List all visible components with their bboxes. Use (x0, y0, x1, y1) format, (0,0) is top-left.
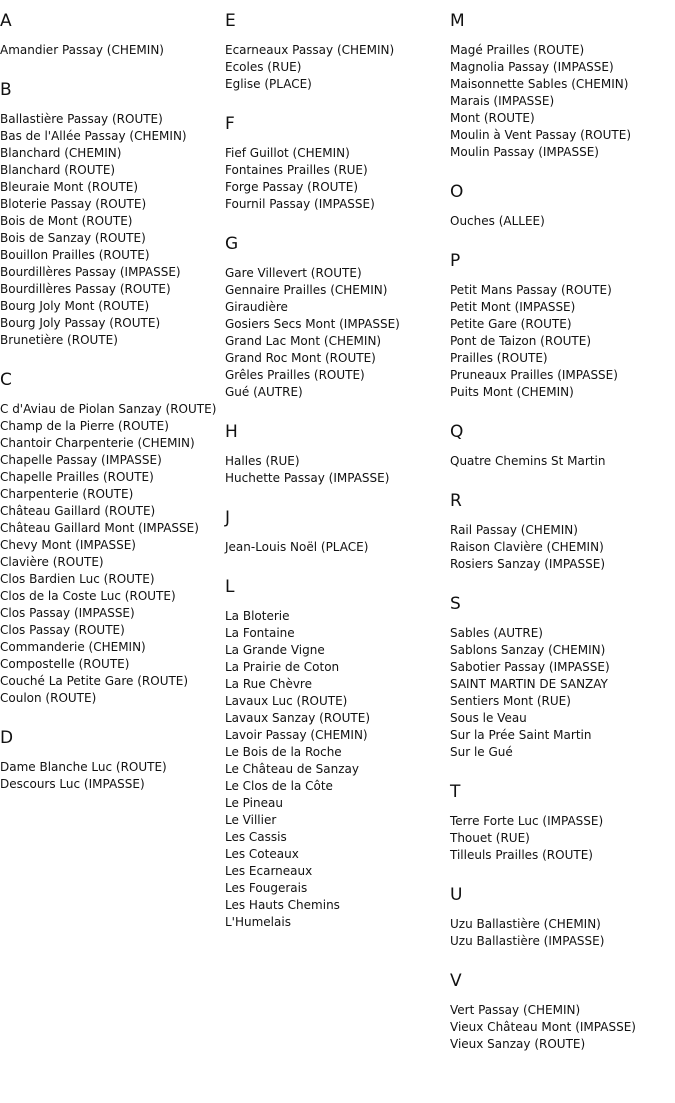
street-link[interactable]: Bouillon Prailles (ROUTE) (0, 248, 150, 262)
street-link[interactable]: Gare Villevert (ROUTE) (225, 266, 362, 280)
street-link[interactable]: Sabotier Passay (IMPASSE) (450, 660, 610, 674)
letter-heading: S (450, 594, 461, 614)
street-link[interactable]: Le Pineau (225, 796, 283, 810)
letter-heading: J (225, 508, 231, 528)
letter-section-s (450, 593, 675, 761)
street-link[interactable]: Sur la Prée Saint Martin (450, 728, 592, 742)
letter-heading: H (225, 422, 238, 442)
street-link[interactable]: Sablons Sanzay (CHEMIN) (450, 643, 606, 657)
letter-heading: O (450, 182, 464, 202)
index-column-1 (0, 10, 224, 813)
letter-section-t (450, 781, 675, 864)
street-link[interactable]: Bourg Joly Passay (ROUTE) (0, 316, 161, 330)
street-link[interactable]: Vert Passay (CHEMIN) (450, 1003, 581, 1017)
street-link[interactable]: Pruneaux Prailles (IMPASSE) (450, 368, 618, 382)
street-link[interactable]: Bois de Sanzay (ROUTE) (0, 231, 146, 245)
letter-section-p (450, 250, 675, 401)
letter-heading: U (450, 885, 463, 905)
letter-heading: Q (450, 422, 464, 442)
street-link[interactable]: Uzu Ballastière (IMPASSE) (450, 934, 605, 948)
street-link[interactable]: Brunetière (ROUTE) (0, 333, 118, 347)
street-link[interactable]: Dame Blanche Luc (ROUTE) (0, 760, 167, 774)
letter-heading: F (225, 114, 235, 134)
letter-heading: E (225, 11, 236, 31)
street-link[interactable]: Puits Mont (CHEMIN) (450, 385, 574, 399)
street-link[interactable]: Ecoles (RUE) (225, 60, 302, 74)
street-link[interactable]: Chapelle Passay (IMPASSE) (0, 453, 162, 467)
letter-heading: R (450, 491, 462, 511)
street-link[interactable]: Amandier Passay (CHEMIN) (0, 43, 164, 57)
street-link[interactable]: Vieux Sanzay (ROUTE) (450, 1037, 586, 1051)
street-link[interactable]: Vieux Château Mont (IMPASSE) (450, 1020, 636, 1034)
letter-section-b (0, 79, 224, 349)
letter-section-d (0, 727, 224, 793)
street-link[interactable]: Sur le Gué (450, 745, 513, 759)
letter-section-g (225, 233, 449, 401)
index-column-3 (450, 10, 675, 1073)
street-link[interactable]: Petit Mans Passay (ROUTE) (450, 283, 612, 297)
street-link[interactable]: Blanchard (CHEMIN) (0, 146, 122, 160)
street-link[interactable]: Thouet (RUE) (450, 831, 530, 845)
street-link[interactable]: Giraudière (225, 300, 288, 314)
letter-heading: G (225, 234, 239, 254)
street-link[interactable]: Les Ecarneaux (225, 864, 313, 878)
letter-heading: M (450, 11, 465, 31)
street-link[interactable]: Coulon (ROUTE) (0, 691, 97, 705)
street-link[interactable]: Rail Passay (CHEMIN) (450, 523, 578, 537)
letter-heading: T (450, 782, 461, 802)
letter-section-l (225, 576, 449, 931)
street-link[interactable]: Ouches (ALLEE) (450, 214, 545, 228)
street-link[interactable]: Clavière (ROUTE) (0, 555, 104, 569)
street-link[interactable]: Lavaux Sanzay (ROUTE) (225, 711, 371, 725)
street-link[interactable]: Mont (ROUTE) (450, 111, 535, 125)
street-link[interactable]: Château Gaillard (ROUTE) (0, 504, 156, 518)
street-link[interactable]: Jean-Louis Noël (PLACE) (225, 540, 369, 554)
street-link[interactable]: Prailles (ROUTE) (450, 351, 548, 365)
street-link[interactable]: Quatre Chemins St Martin (450, 454, 606, 468)
letter-section-j (225, 507, 449, 556)
street-link[interactable]: Terre Forte Luc (IMPASSE) (450, 814, 604, 828)
letter-heading: A (0, 11, 12, 31)
letter-section-o (450, 181, 675, 230)
street-link[interactable]: Lavoir Passay (CHEMIN) (225, 728, 368, 742)
street-link[interactable]: Le Château de Sanzay (225, 762, 360, 776)
letter-section-u (450, 884, 675, 950)
street-link[interactable]: Commanderie (CHEMIN) (0, 640, 146, 654)
street-link[interactable]: Château Gaillard Mont (IMPASSE) (0, 521, 199, 535)
letter-section-h (225, 421, 449, 487)
street-link[interactable]: Fontaines Prailles (RUE) (225, 163, 368, 177)
street-link[interactable]: Bois de Mont (ROUTE) (0, 214, 133, 228)
letter-section-q (450, 421, 675, 470)
letter-heading: V (450, 971, 462, 991)
street-link[interactable]: Champ de la Pierre (ROUTE) (0, 419, 169, 433)
letter-heading: P (450, 251, 461, 271)
street-link[interactable]: Magnolia Passay (IMPASSE) (450, 60, 614, 74)
street-link[interactable]: Fournil Passay (IMPASSE) (225, 197, 375, 211)
street-link[interactable]: Bas de l'Allée Passay (CHEMIN) (0, 129, 187, 143)
letter-section-v (450, 970, 675, 1053)
index-column-2 (225, 10, 449, 951)
letter-section-a (0, 10, 224, 59)
street-link[interactable]: Eglise (PLACE) (225, 77, 312, 91)
street-link[interactable]: Les Hauts Chemins (225, 898, 340, 912)
street-link[interactable]: Chantoir Charpenterie (CHEMIN) (0, 436, 195, 450)
street-link[interactable]: Clos Bardien Luc (ROUTE) (0, 572, 155, 586)
street-link[interactable]: SAINT MARTIN DE SANZAY (450, 677, 608, 691)
street-link[interactable]: Sentiers Mont (RUE) (450, 694, 571, 708)
letter-heading: B (0, 80, 12, 100)
street-link[interactable]: Petit Mont (IMPASSE) (450, 300, 576, 314)
street-link[interactable]: Bourdillères Passay (ROUTE) (0, 282, 171, 296)
street-link[interactable]: L'Humelais (225, 915, 291, 929)
street-link[interactable]: Ecarneaux Passay (CHEMIN) (225, 43, 395, 57)
street-link[interactable]: Sous le Veau (450, 711, 527, 725)
street-link[interactable]: Le Clos de la Côte (225, 779, 333, 793)
street-link[interactable]: Grand Lac Mont (CHEMIN) (225, 334, 382, 348)
street-link[interactable]: Gennaire Prailles (CHEMIN) (225, 283, 388, 297)
street-link[interactable]: Chapelle Prailles (ROUTE) (0, 470, 154, 484)
street-link[interactable]: Clos de la Coste Luc (ROUTE) (0, 589, 176, 603)
letter-heading: D (0, 728, 14, 748)
street-link[interactable]: Couché La Petite Gare (ROUTE) (0, 674, 189, 688)
street-link[interactable]: Bloterie Passay (ROUTE) (0, 197, 147, 211)
street-link[interactable]: Huchette Passay (IMPASSE) (225, 471, 390, 485)
street-link[interactable]: Magé Prailles (ROUTE) (450, 43, 585, 57)
letter-section-e (225, 10, 449, 93)
street-link[interactable]: Forge Passay (ROUTE) (225, 180, 359, 194)
street-link[interactable]: Grêles Prailles (ROUTE) (225, 368, 365, 382)
street-link[interactable]: Bourdillères Passay (IMPASSE) (0, 265, 181, 279)
street-link[interactable]: Ballastière Passay (ROUTE) (0, 112, 163, 126)
street-link[interactable]: Blanchard (ROUTE) (0, 163, 116, 177)
letter-heading: L (225, 577, 235, 597)
street-link[interactable]: Halles (RUE) (225, 454, 300, 468)
street-link[interactable]: Clos Passay (IMPASSE) (0, 606, 135, 620)
street-link[interactable]: Moulin Passay (IMPASSE) (450, 145, 599, 159)
street-link[interactable]: Compostelle (ROUTE) (0, 657, 130, 671)
street-link[interactable]: Le Bois de la Roche (225, 745, 342, 759)
letter-section-m (450, 10, 675, 161)
street-link[interactable]: C d'Aviau de Piolan Sanzay (ROUTE) (0, 402, 217, 416)
street-link[interactable]: La Rue Chèvre (225, 677, 312, 691)
letter-section-c (0, 369, 224, 707)
street-link[interactable]: Charpenterie (ROUTE) (0, 487, 134, 501)
street-link[interactable]: Les Cassis (225, 830, 287, 844)
street-link[interactable]: Gosiers Secs Mont (IMPASSE) (225, 317, 400, 331)
street-link[interactable]: Lavaux Luc (ROUTE) (225, 694, 348, 708)
street-link[interactable]: La Prairie de Coton (225, 660, 340, 674)
street-link[interactable]: Marais (IMPASSE) (450, 94, 555, 108)
street-link[interactable]: Bourg Joly Mont (ROUTE) (0, 299, 150, 313)
street-link[interactable]: La Grande Vigne (225, 643, 325, 657)
letter-section-r (450, 490, 675, 573)
street-link[interactable]: Petite Gare (ROUTE) (450, 317, 572, 331)
street-link[interactable]: Gué (AUTRE) (225, 385, 303, 399)
street-link[interactable]: La Bloterie (225, 609, 290, 623)
street-link[interactable]: La Fontaine (225, 626, 295, 640)
street-link[interactable]: Bleuraie Mont (ROUTE) (0, 180, 139, 194)
street-link[interactable]: Tilleuls Prailles (ROUTE) (450, 848, 593, 862)
street-link[interactable]: Rosiers Sanzay (IMPASSE) (450, 557, 606, 571)
street-link[interactable]: Pont de Taizon (ROUTE) (450, 334, 592, 348)
street-link[interactable]: Le Villier (225, 813, 277, 827)
street-link[interactable]: Descours Luc (IMPASSE) (0, 777, 145, 791)
street-link[interactable]: Uzu Ballastière (CHEMIN) (450, 917, 601, 931)
letter-section-f (225, 113, 449, 213)
street-link[interactable]: Grand Roc Mont (ROUTE) (225, 351, 376, 365)
street-link[interactable]: Chevy Mont (IMPASSE) (0, 538, 136, 552)
letter-heading: C (0, 370, 12, 390)
street-link[interactable]: Fief Guillot (CHEMIN) (225, 146, 350, 160)
street-link[interactable]: Les Fougerais (225, 881, 308, 895)
street-link[interactable]: Raison Clavière (CHEMIN) (450, 540, 604, 554)
street-link[interactable]: Maisonnette Sables (CHEMIN) (450, 77, 629, 91)
street-link[interactable]: Sables (AUTRE) (450, 626, 543, 640)
street-link[interactable]: Moulin à Vent Passay (ROUTE) (450, 128, 632, 142)
street-link[interactable]: Les Coteaux (225, 847, 299, 861)
street-link[interactable]: Clos Passay (ROUTE) (0, 623, 125, 637)
